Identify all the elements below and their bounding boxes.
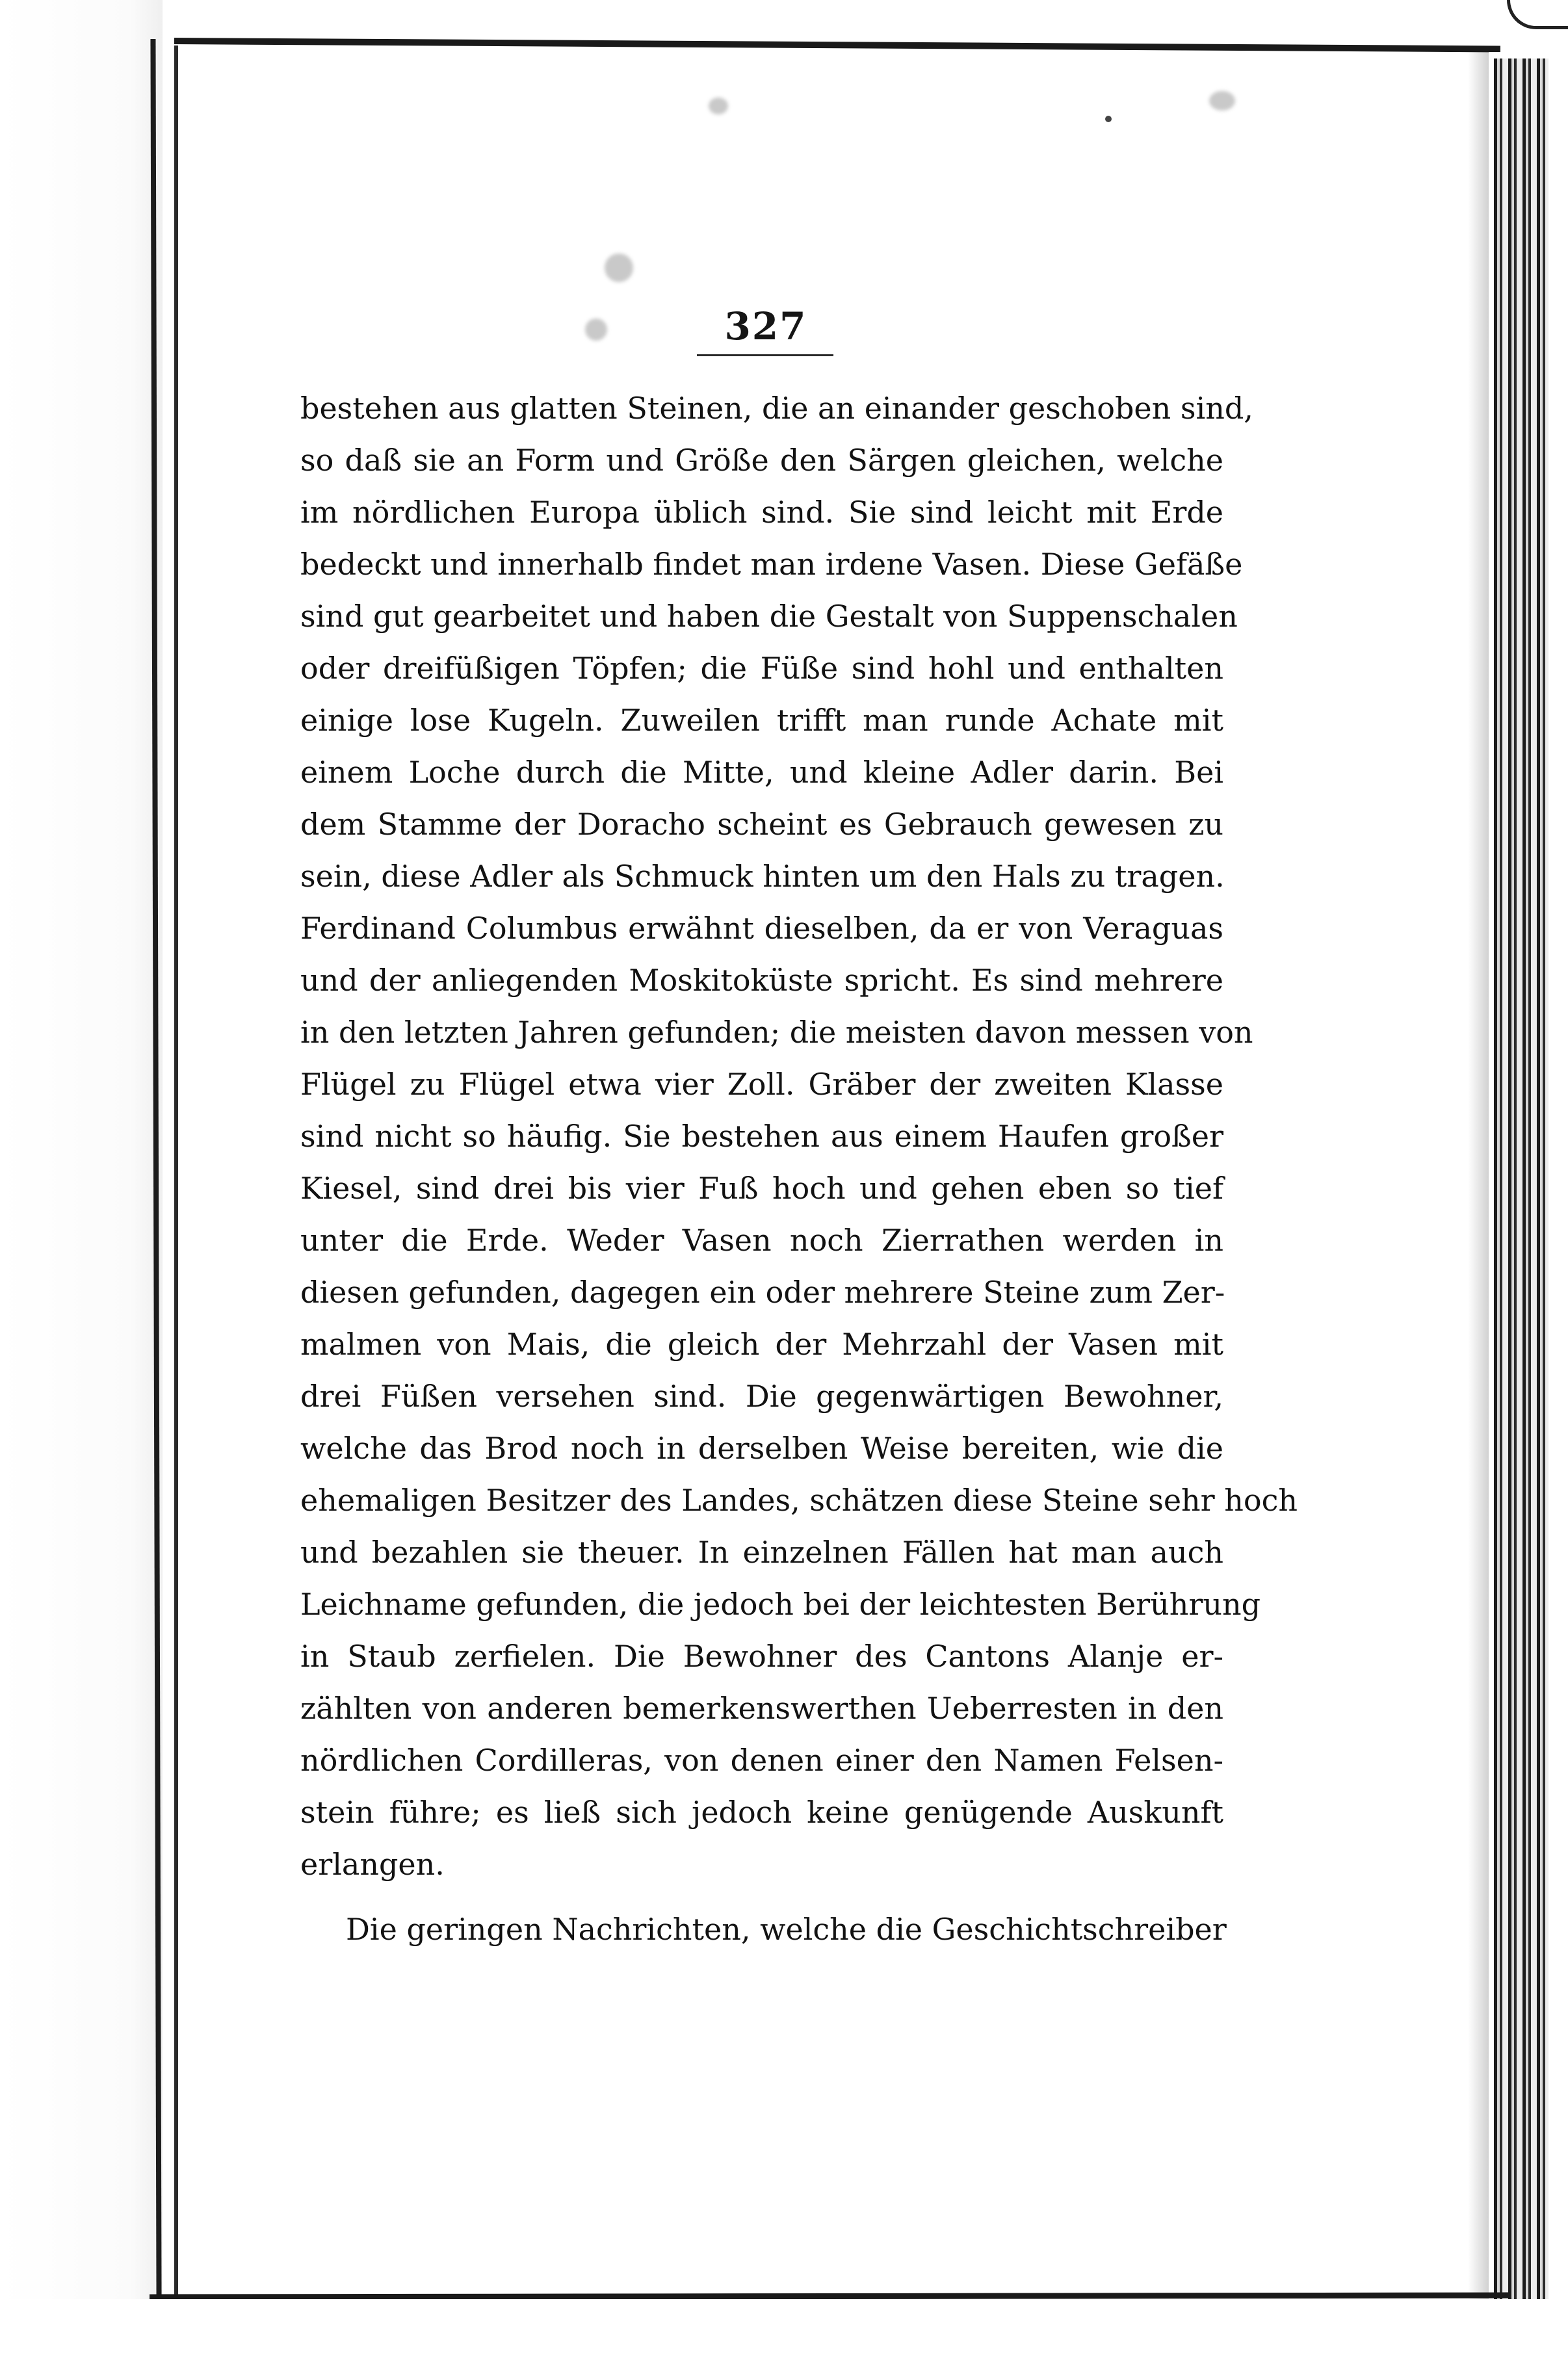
scan-speck	[605, 254, 633, 282]
text-line: drei Füßen versehen sind. Die gegenwärtigen Bewohner,	[300, 1379, 1223, 1414]
text-line: in den letzten Jahren gefunden; die meisten davon messen von	[300, 1015, 1253, 1050]
scan-speck	[709, 98, 728, 114]
text-line: Kiesel, sind drei bis vier Fuß hoch und gehen eben so tief	[300, 1171, 1223, 1206]
text-line: stein führe; es ließ sich jedoch keine genügende Auskunft	[300, 1795, 1223, 1830]
page-number: 327	[724, 304, 807, 348]
text-line: oder dreifüßigen Töpfen; die Füße sind hohl und enthalten	[300, 651, 1223, 686]
scan-speck	[585, 319, 607, 341]
text-line: ehemaligen Besitzer des Landes, schätzen diese Steine sehr hoch	[300, 1483, 1298, 1518]
text-line-paragraph-start: Die geringen Nachrichten, welche die Geschichtschreiber	[346, 1912, 1227, 1947]
text-line: bedeckt und innerhalb findet man irdene Vasen. Diese Gefäße	[300, 547, 1243, 582]
text-line: und bezahlen sie theuer. In einzelnen Fällen hat man auch	[300, 1535, 1223, 1570]
left-page-edge	[0, 0, 163, 2357]
text-line: so daß sie an Form und Größe den Särgen gleichen, welche	[300, 443, 1223, 478]
text-line: diesen gefunden, dagegen ein oder mehrere Steine zum Zer-	[300, 1275, 1225, 1310]
page-number-rule	[697, 354, 833, 356]
text-line: Flügel zu Flügel etwa vier Zoll. Gräber der zweiten Klasse	[300, 1067, 1223, 1102]
text-line: Leichname gefunden, die jedoch bei der leichtesten Berührung	[300, 1587, 1261, 1622]
text-line: nördlichen Cordilleras, von denen einer den Namen Felsen-	[300, 1743, 1223, 1778]
scan-speck	[1105, 116, 1112, 122]
text-line: zählten von anderen bemerkenswerthen Ueberresten in den	[300, 1691, 1223, 1726]
text-line: einem Loche durch die Mitte, und kleine Adler darin. Bei	[300, 755, 1223, 790]
right-page-stack-lines	[1494, 59, 1548, 2347]
text-line: bestehen aus glatten Steinen, die an einander geschoben sind,	[300, 391, 1253, 426]
text-line: sein, diese Adler als Schmuck hinten um den Hals zu tragen.	[300, 859, 1225, 894]
bottom-margin	[0, 2299, 1568, 2357]
text-line: sind nicht so häufig. Sie bestehen aus einem Haufen großer	[300, 1119, 1223, 1154]
text-line: sind gut gearbeitet und haben die Gestalt von Suppenschalen	[300, 599, 1238, 634]
text-line: Ferdinand Columbus erwähnt dieselben, da er von Veraguas	[300, 911, 1223, 946]
text-line: und der anliegenden Moskitoküste spricht. Es sind mehrere	[300, 963, 1223, 998]
text-line: im nördlichen Europa üblich sind. Sie sind leicht mit Erde	[300, 495, 1223, 530]
text-line-paragraph-end: erlangen.	[300, 1847, 445, 1882]
corner-curl-mark	[1507, 0, 1568, 29]
text-line: in Staub zerfielen. Die Bewohner des Cantons Alanje er-	[300, 1639, 1223, 1674]
gutter-line	[174, 46, 178, 2321]
text-line: malmen von Mais, die gleich der Mehrzahl der Vasen mit	[300, 1327, 1223, 1362]
text-line: einige lose Kugeln. Zuweilen trifft man runde Achate mit	[300, 703, 1223, 738]
text-line: welche das Brod noch in derselben Weise bereiten, wie die	[300, 1431, 1223, 1466]
text-line: dem Stamme der Doracho scheint es Gebrauch gewesen zu	[300, 807, 1223, 842]
text-line: unter die Erde. Weder Vasen noch Zierrathen werden in	[300, 1223, 1223, 1258]
scan-speck	[1209, 91, 1235, 111]
